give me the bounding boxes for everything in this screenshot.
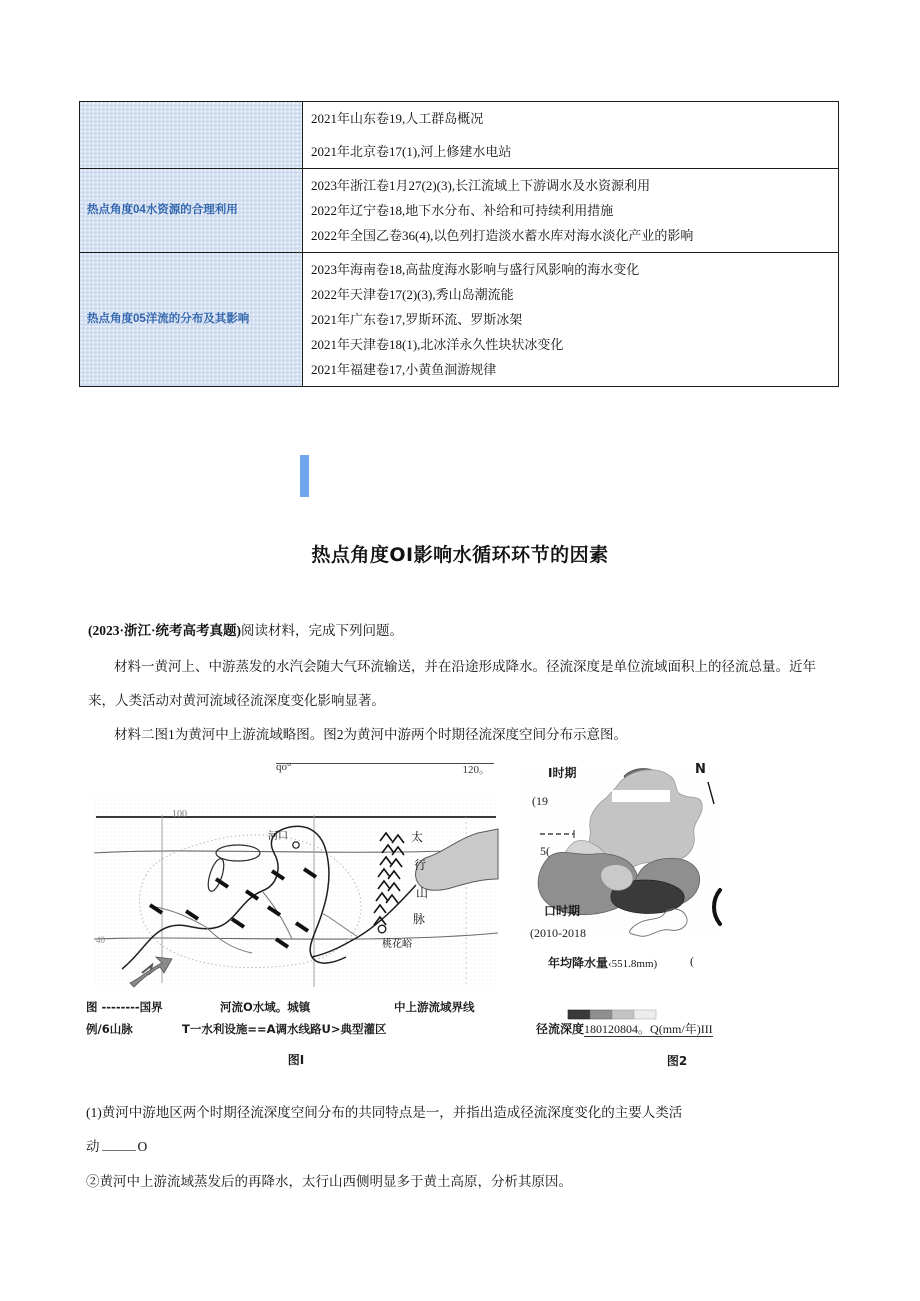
table-entry: 2021年北京卷17(1),河上修建水电站: [311, 144, 512, 159]
figure2-caption: 图2: [666, 1054, 688, 1068]
figure1-coord-left-label: qo°: [276, 761, 292, 773]
figure-1: [86, 761, 506, 1067]
figure2-paren: (: [690, 954, 694, 968]
hot-topics-table: [79, 101, 839, 387]
table-cell-entries: [303, 169, 839, 253]
question-1-line2-pre: 动: [86, 1139, 100, 1154]
table-row: [80, 169, 839, 253]
figure1-gorge-marker: [378, 925, 386, 933]
figure1-coordinate-ruler: [276, 761, 494, 776]
table-entry: 2021年广东卷17,罗斯环流、罗斯冰架: [311, 312, 523, 327]
figure2-period1-label: I时期: [548, 766, 577, 780]
figure2-rainfall-legend: [548, 954, 657, 971]
table-entry: 2021年天津卷18(1),北冰洋永久性块状冰变化: [311, 337, 564, 352]
figure1-legend-border-item: 图 --------国界: [86, 1000, 163, 1014]
page-title: 热点角度OI影响水循环环节的因素: [311, 544, 609, 566]
source-line: [88, 621, 828, 641]
table-cell-entries: [303, 253, 839, 387]
table-cell-label: 热点角度05洋流的分布及其影响: [80, 253, 303, 387]
material2-line: 材料二图1为黄河中上游流域略图。图2为黄河中游两个时期径流深度空间分布示意图。: [114, 727, 627, 742]
source-rest: 阅读材料，完成下列问题。: [241, 623, 403, 638]
table-cell-entries: [303, 102, 839, 169]
figure2-scale-50: 5(: [540, 844, 550, 858]
figure1-map-graphic: [86, 787, 506, 995]
figure1-legend: [86, 995, 506, 1039]
figure2-depth-units: Q(mm/年)III: [650, 1022, 713, 1036]
table-row: [80, 253, 839, 387]
svg-text:脉: 脉: [413, 912, 426, 926]
figure2-period1-years: (19: [532, 794, 548, 808]
figure1-legend-facility-item: T一水利设施==A调水线路U>典型灌区: [182, 1022, 387, 1036]
figure2-rainfall-value: ‹551.8mm): [608, 958, 658, 970]
figure2-rainfall-label: 年均降水量: [548, 956, 609, 970]
section-marker-bar: [300, 455, 309, 497]
question-1-line2: [86, 1135, 147, 1155]
figure2-depth-label: 径流深度: [536, 1022, 585, 1036]
svg-text:行: 行: [414, 858, 427, 872]
material1-line2: 来，人类活动对黄河流域径流深度变化影响显著。: [88, 693, 385, 708]
source-tag: (2023·浙江·统考高考真题): [88, 623, 241, 638]
figure2-period2-label: 口时期: [544, 904, 581, 918]
figure2-period2-years: (2010-2018: [530, 926, 586, 940]
figure1-label-40: 40: [96, 935, 105, 945]
question-2: ②黄河中上游流域蒸发后的再降水，太行山西侧明显多于黄土高原，分析其原因。: [86, 1174, 572, 1189]
table-cell-label-empty: [80, 102, 303, 169]
figure1-legend-row: [86, 995, 506, 1017]
table-entry: 2022年辽宁卷18,地下水分布、补给和可持续利用措施: [311, 203, 614, 218]
table-entry: 2022年全国乙卷36(4),以色列打造淡水蓄水库对海水淡化产业的影响: [311, 228, 694, 243]
material1-line1: 材料一黄河上、中游蒸发的水汽会随大气环流输送，并在沿途形成降水。径流深度是单位流域面积上的径流总量。近年: [114, 659, 816, 674]
figure1-label-100: 100: [172, 809, 187, 820]
figure1-city-hekou-marker: [293, 842, 299, 848]
north-arrow-icon: N: [695, 762, 706, 777]
table-entry: 2021年山东卷19,人工群岛概况: [311, 111, 484, 126]
figure1-legend-mountain-item: 例/6山脉: [86, 1022, 133, 1036]
table-row: [80, 102, 839, 169]
svg-text:太: 太: [411, 830, 424, 844]
table-entry: 2023年浙江卷1月27(2)(3),长江流域上下游调水及水资源利用: [311, 178, 651, 193]
answer-blank: [102, 1139, 136, 1151]
svg-text:山: 山: [416, 886, 429, 900]
figure1-gorge-label: 桃花峪: [382, 939, 412, 950]
figure1-city-hekou-label: 河口: [268, 831, 288, 842]
figure1-coord-right-label: 120。: [462, 764, 490, 776]
figure1-legend-row: [86, 1017, 506, 1039]
table-entry: 2023年海南卷18,高盐度海水影响与盛行风影响的海水变化: [311, 262, 640, 277]
table-entry: 2022年天津卷17(2)(3),秀山岛潮流能: [311, 287, 514, 302]
table-entry: 2021年福建卷17,小黄鱼洄游规律: [311, 362, 497, 377]
figure2-depth-legend: [536, 1020, 713, 1037]
figure-2: [512, 760, 842, 1080]
question-1-line1: (1)黄河中游地区两个时期径流深度空间分布的共同特点是一，并指出造成径流深度变化的主要人类活: [86, 1105, 683, 1120]
question-1-line2-post: O: [137, 1139, 148, 1154]
figure1-legend-basin-item: 中上游流域界线: [394, 1000, 475, 1014]
table-cell-label: 热点角度04水资源的合理利用: [80, 169, 303, 253]
figure2-depth-legend-swatches: [568, 1010, 656, 1019]
figure2-depth-values: 180120804。: [584, 1022, 651, 1036]
figure1-caption: 图I: [287, 1053, 305, 1067]
figure1-legend-river-item: 河流O水域。城镇: [220, 1000, 311, 1014]
